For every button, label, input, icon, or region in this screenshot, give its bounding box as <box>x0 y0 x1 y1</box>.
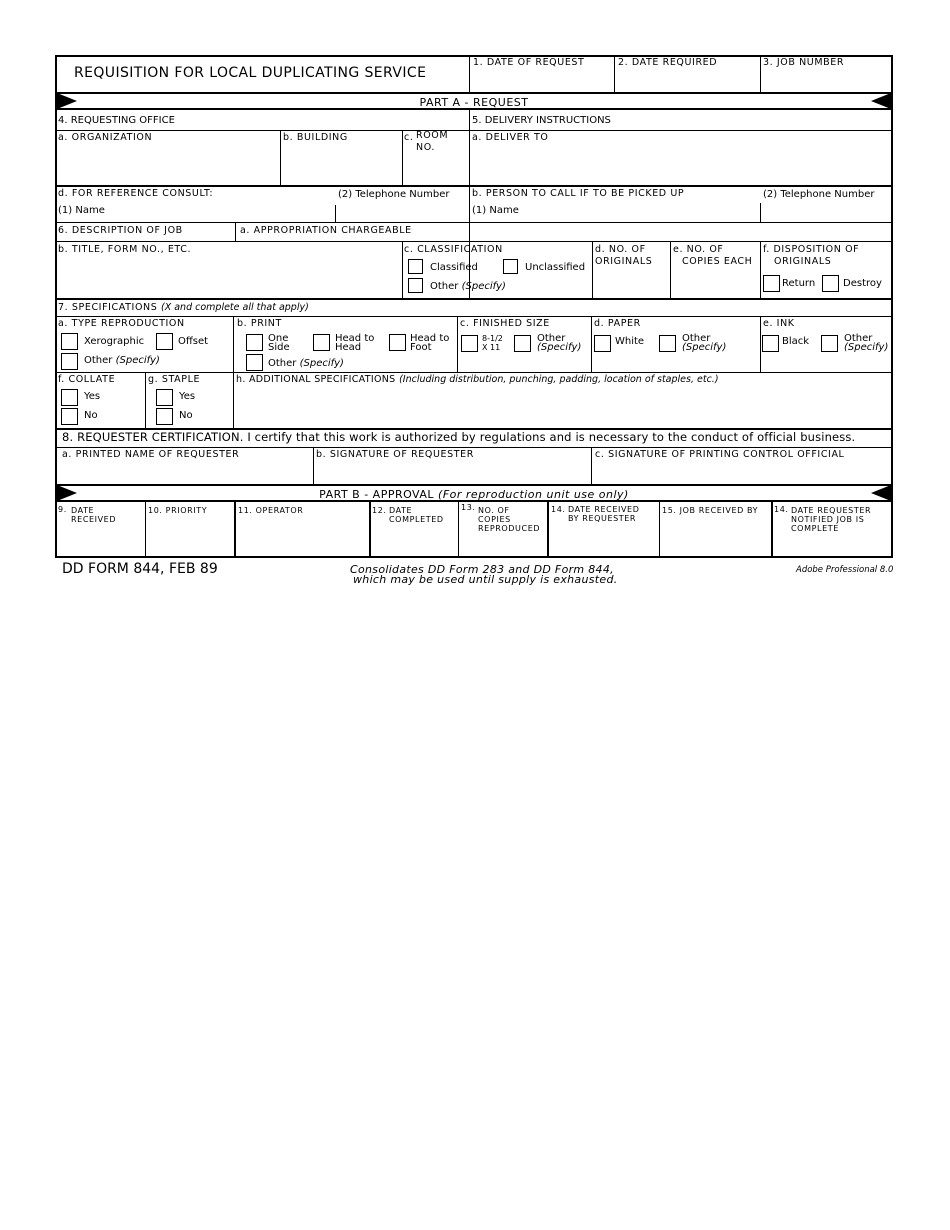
head-to-foot-checkbox[interactable] <box>389 334 406 351</box>
paper-other-checkbox[interactable] <box>659 335 676 352</box>
additional-specs-label <box>236 375 719 385</box>
size-other-checkbox[interactable] <box>514 335 531 352</box>
white-checkbox[interactable] <box>594 335 611 352</box>
collate-no-checkbox[interactable] <box>61 408 78 425</box>
priority-field[interactable] <box>147 520 232 556</box>
part-a-bar <box>57 94 891 110</box>
date-received-requester-2: BY REQUESTER <box>568 514 637 523</box>
side-label: Side <box>268 342 290 353</box>
staple-label: g. STAPLE <box>148 374 201 385</box>
additional-specs-field[interactable] <box>236 388 891 427</box>
head-label: Head <box>335 342 362 353</box>
person-phone-label: (2) Telephone Number <box>763 189 875 200</box>
form-title: REQUISITION FOR LOCAL DUPLICATING SERVICE <box>74 65 427 81</box>
appropriation-field[interactable] <box>410 223 891 240</box>
date-completed-label-2: COMPLETED <box>389 515 444 524</box>
ref-phone-field[interactable] <box>337 203 467 221</box>
additional-specs-note: (Including distribution, punching, padding, location of staples, etc.) <box>399 374 719 385</box>
print-other-label <box>268 358 344 369</box>
title-form-label: b. TITLE, FORM NO., ETC. <box>58 244 192 255</box>
deliver-to-field[interactable] <box>471 146 891 184</box>
part-b-bar <box>57 486 891 502</box>
part-b-note: (For reproduction unit use only) <box>438 488 629 501</box>
signature-official-field[interactable] <box>593 462 891 483</box>
c14b-num: 14. <box>774 505 789 514</box>
date-of-request-field[interactable] <box>471 70 612 91</box>
print-label: b. PRINT <box>237 318 282 329</box>
priority-label: 10. PRIORITY <box>148 506 208 515</box>
ref-name-field[interactable] <box>105 203 333 221</box>
date-completed-field[interactable] <box>372 530 456 556</box>
size-x11-label: X 11 <box>482 343 501 352</box>
size-8-5x11-checkbox[interactable] <box>461 335 478 352</box>
offset-checkbox[interactable] <box>156 333 173 350</box>
classification-other-label <box>430 281 506 292</box>
date-required-label: 2. DATE REQUIRED <box>618 57 718 68</box>
person-name-field[interactable] <box>519 203 758 221</box>
head-to-head-checkbox[interactable] <box>313 334 330 351</box>
staple-no-checkbox[interactable] <box>156 408 173 425</box>
ink-other-checkbox[interactable] <box>821 335 838 352</box>
staple-yes-checkbox[interactable] <box>156 389 173 406</box>
date-notified-field[interactable] <box>774 538 891 556</box>
classified-checkbox[interactable] <box>408 259 423 274</box>
collate-no-label: No <box>84 410 98 421</box>
finished-size-label: c. FINISHED SIZE <box>460 318 550 329</box>
description-of-job-label: 6. DESCRIPTION OF JOB <box>58 225 183 236</box>
other-text: Other <box>84 355 113 366</box>
no-copies-label: e. NO. OF <box>673 244 724 255</box>
date-received-label-1: DATE <box>71 506 95 515</box>
delivery-instructions-label: 5. DELIVERY INSTRUCTIONS <box>472 115 611 126</box>
collate-label: f. COLLATE <box>58 374 116 385</box>
type-other-checkbox[interactable] <box>61 353 78 370</box>
classified-label: Classified <box>430 262 478 273</box>
job-number-field[interactable] <box>762 70 891 91</box>
copies-reproduced-label-2: COPIES <box>478 515 511 524</box>
organization-field[interactable] <box>58 146 278 184</box>
consolidates-line-1: Consolidates DD Form 283 and DD Form 844, <box>350 563 614 576</box>
one-label: One <box>268 333 289 344</box>
person-to-call-label: b. PERSON TO CALL IF TO BE PICKED UP <box>472 188 685 199</box>
black-checkbox[interactable] <box>762 335 779 352</box>
ref-phone-label: (2) Telephone Number <box>338 189 450 200</box>
software-note: Adobe Professional 8.0 <box>796 565 894 575</box>
part-b-title <box>57 488 891 501</box>
date-required-field[interactable] <box>616 70 758 91</box>
date-completed-label-1: DATE <box>389 506 413 515</box>
specify-text: (Specify) <box>299 358 344 369</box>
building-field[interactable] <box>282 146 400 184</box>
c14a-num: 14. <box>551 505 566 514</box>
c13-num: 13. <box>461 503 476 512</box>
title-form-field[interactable] <box>58 258 400 296</box>
size-other-label: Other <box>537 333 566 344</box>
copies-reproduced-label-1: NO. OF <box>478 506 510 515</box>
collate-yes-label: Yes <box>84 391 101 402</box>
ref-name-label: (1) Name <box>58 205 105 216</box>
unclassified-label: Unclassified <box>525 262 586 273</box>
size-8-5-label: 8-1/2 <box>482 334 503 343</box>
building-label: b. BUILDING <box>283 132 348 143</box>
copies-reproduced-field[interactable] <box>460 538 545 556</box>
no-originals-field[interactable] <box>594 270 668 296</box>
room-c-label: c. <box>404 132 414 143</box>
other-text: Other <box>268 358 297 369</box>
copies-reproduced-label-3: REPRODUCED <box>478 524 541 533</box>
printed-name-label: a. PRINTED NAME OF REQUESTER <box>62 449 240 460</box>
date-of-request-label: 1. DATE OF REQUEST <box>473 57 585 68</box>
specify-text: (Specify) <box>115 355 160 366</box>
specifications-heading <box>58 303 309 313</box>
disposition-label: f. DISPOSITION OF <box>763 244 860 255</box>
specifications-note: (X and complete all that apply) <box>161 302 309 313</box>
type-reproduction-label: a. TYPE REPRODUCTION <box>58 318 185 329</box>
signature-official-label: c. SIGNATURE OF PRINTING CONTROL OFFICIAL <box>595 449 845 460</box>
black-label: Black <box>782 336 810 347</box>
printed-name-field[interactable] <box>58 462 311 483</box>
other-text: Other <box>430 281 459 292</box>
date-notified-label-1: DATE REQUESTER <box>791 506 872 515</box>
date-received-requester-1: DATE RECEIVED <box>568 505 640 514</box>
return-checkbox[interactable] <box>763 275 780 292</box>
operator-label: 11. OPERATOR <box>238 506 304 515</box>
date-notified-label-3: COMPLETE <box>791 524 839 533</box>
disposition-originals-label: ORIGINALS <box>774 256 832 267</box>
classification-label: c. CLASSIFICATION <box>404 244 503 255</box>
xerographic-label: Xerographic <box>84 336 145 347</box>
signature-requester-field[interactable] <box>315 462 589 483</box>
c12-num: 12. <box>372 506 387 515</box>
additional-specs-title: h. ADDITIONAL SPECIFICATIONS <box>236 374 396 385</box>
specify-text: (Specify) <box>461 281 506 292</box>
paper-other-label: Other <box>682 333 711 344</box>
requesting-office-label: 4. REQUESTING OFFICE <box>58 115 175 126</box>
head-to-foot-label: Head to <box>410 333 450 344</box>
consolidates-line-2: which may be used until supply is exhausted. <box>353 573 618 586</box>
part-a-title: PART A - REQUEST <box>419 96 529 109</box>
ink-other-label: Other <box>844 333 873 344</box>
foot-label: Foot <box>410 342 432 353</box>
no-copies-field[interactable] <box>672 270 758 296</box>
person-name-label: (1) Name <box>472 205 519 216</box>
paper-specify-label: (Specify) <box>682 342 727 353</box>
requester-certification: 8. REQUESTER CERTIFICATION. I certify that this work is authorized by regulations and is necessary to the conduct of official business. <box>62 430 856 444</box>
destroy-label: Destroy <box>843 278 882 289</box>
deliver-to-label: a. DELIVER TO <box>472 132 549 143</box>
form-id: DD FORM 844, FEB 89 <box>62 561 218 577</box>
collate-yes-checkbox[interactable] <box>61 389 78 406</box>
room-no-label: NO. <box>416 142 436 153</box>
part-b-title-text: PART B - APPROVAL <box>319 488 435 501</box>
return-label: Return <box>782 278 816 289</box>
person-phone-field[interactable] <box>762 203 891 221</box>
reference-consult-label: d. FOR REFERENCE CONSULT: <box>58 188 214 199</box>
originals-label: ORIGINALS <box>595 256 653 267</box>
operator-field[interactable] <box>237 520 367 556</box>
signature-requester-label: b. SIGNATURE OF REQUESTER <box>316 449 474 460</box>
copies-each-label: COPIES EACH <box>682 256 753 267</box>
classification-other-checkbox[interactable] <box>408 278 423 293</box>
unclassified-checkbox[interactable] <box>503 259 518 274</box>
room-field[interactable] <box>404 156 468 184</box>
c9-num: 9. <box>58 505 67 514</box>
staple-no-label: No <box>179 410 193 421</box>
job-received-by-field[interactable] <box>661 520 769 556</box>
print-other-checkbox[interactable] <box>246 354 263 371</box>
appropriation-label: a. APPROPRIATION CHARGEABLE <box>240 225 412 236</box>
white-label: White <box>615 336 645 347</box>
no-originals-label: d. NO. OF <box>595 244 646 255</box>
staple-yes-label: Yes <box>179 391 196 402</box>
date-received-field[interactable] <box>58 530 143 556</box>
right-arrow-icon <box>871 93 891 109</box>
offset-label: Offset <box>178 336 209 347</box>
date-received-requester-field[interactable] <box>550 530 657 556</box>
ink-specify-label: (Specify) <box>844 342 889 353</box>
organization-label: a. ORGANIZATION <box>58 132 153 143</box>
job-number-label: 3. JOB NUMBER <box>763 57 845 68</box>
right-arrow-icon <box>871 485 891 501</box>
specifications-title: 7. SPECIFICATIONS <box>58 302 158 313</box>
paper-label: d. PAPER <box>594 318 641 329</box>
job-received-by-label: 15. JOB RECEIVED BY <box>662 506 759 515</box>
room-label: ROOM <box>416 130 449 141</box>
one-side-checkbox[interactable] <box>246 334 263 351</box>
destroy-checkbox[interactable] <box>822 275 839 292</box>
head-to-label: Head to <box>335 333 375 344</box>
date-notified-label-2: NOTIFIED JOB IS <box>791 515 865 524</box>
type-other-label <box>84 355 160 366</box>
ink-label: e. INK <box>763 318 795 329</box>
date-received-label-2: RECEIVED <box>71 515 117 524</box>
xerographic-checkbox[interactable] <box>61 333 78 350</box>
size-specify-label: (Specify) <box>537 342 582 353</box>
